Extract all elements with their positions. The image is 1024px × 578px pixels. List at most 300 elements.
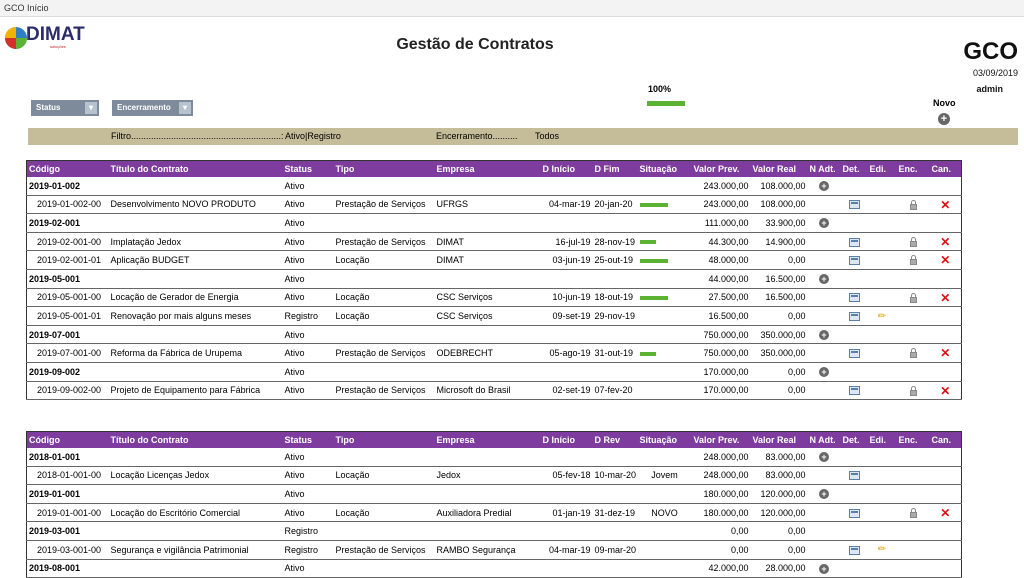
empty-cell	[638, 362, 692, 381]
contract-code: 2019-07-001-00	[27, 344, 109, 363]
progress-bar	[647, 101, 685, 106]
start-date: 04-mar-19	[541, 195, 593, 214]
status-filter-dropdown[interactable]	[31, 100, 99, 116]
contract-status: Registro	[283, 522, 334, 541]
situacao-cell	[638, 288, 692, 307]
contract-company: CSC Serviços	[435, 288, 541, 307]
situacao-cell	[638, 466, 692, 485]
add-contract-button[interactable]: +	[938, 113, 950, 125]
empty-cell	[841, 485, 868, 504]
contract-status: Ativo	[283, 325, 334, 344]
contract-status: Registro	[283, 540, 334, 559]
column-header[interactable]: Valor Real	[751, 432, 808, 449]
aditivo-cell	[808, 288, 841, 307]
start-date: 04-mar-19	[541, 540, 593, 559]
aditivo-cell	[808, 522, 841, 541]
details-cell	[841, 288, 868, 307]
contract-group-row[interactable]	[27, 214, 962, 233]
filtro-label: Filtro............................................................:	[111, 131, 284, 141]
contract-status: Registro	[283, 307, 334, 326]
situacao-progress-bar	[640, 352, 657, 356]
contract-code: 2019-03-001-00	[27, 540, 109, 559]
empty-cell	[930, 214, 962, 233]
close-contract-cell	[897, 540, 930, 559]
empty-cell	[841, 325, 868, 344]
contract-title	[109, 485, 283, 504]
end-date: 07-fev-20	[593, 381, 638, 400]
column-header[interactable]: Tipo	[334, 432, 435, 449]
edit-cell	[868, 251, 897, 270]
details-icon[interactable]	[849, 349, 860, 358]
column-header[interactable]: Valor Prev.	[692, 161, 751, 178]
situacao-cell	[638, 195, 692, 214]
valor-previsto: 111.000,00	[692, 214, 751, 233]
empty-cell	[334, 485, 435, 504]
cancel-cell	[930, 195, 962, 214]
details-cell	[841, 232, 868, 251]
situacao-progress-bar	[640, 240, 657, 244]
aditivo-cell	[808, 307, 841, 326]
empty-cell	[868, 177, 897, 195]
aditivo-cell	[808, 503, 841, 522]
empty-cell	[897, 559, 930, 578]
add-aditivo-icon[interactable]: +	[819, 564, 829, 574]
contract-company: RAMBO Segurança	[435, 540, 541, 559]
aditivo-cell	[808, 485, 841, 504]
start-date: 01-jan-19	[541, 503, 593, 522]
progress-label: 100%	[648, 84, 672, 94]
column-header[interactable]: D Rev	[593, 432, 638, 449]
empty-cell	[930, 522, 962, 541]
contract-code: 2019-02-001	[27, 214, 109, 233]
close-contract-cell	[897, 381, 930, 400]
contract-code: 2019-01-002-00	[27, 195, 109, 214]
valor-real: 0,00	[751, 307, 808, 326]
contract-type: Prestação de Serviços	[334, 195, 435, 214]
contract-status: Ativo	[283, 177, 334, 195]
contract-company: DIMAT	[435, 251, 541, 270]
details-icon[interactable]	[849, 509, 860, 518]
empty-cell	[841, 269, 868, 288]
contract-type: Prestação de Serviços	[334, 232, 435, 251]
cancel-icon[interactable]: ✕	[940, 197, 951, 212]
encerramento-filter-dropdown[interactable]	[112, 100, 193, 116]
contract-row[interactable]	[27, 251, 962, 270]
contract-code: 2019-02-001-00	[27, 232, 109, 251]
contract-title: Desenvolvimento NOVO PRODUTO	[109, 195, 283, 214]
aditivo-cell	[808, 448, 841, 466]
edit-cell	[868, 540, 897, 559]
column-header[interactable]: Título do Contrato	[109, 432, 283, 449]
details-icon[interactable]	[849, 200, 860, 209]
close-contract-cell	[897, 288, 930, 307]
contract-code: 2018-01-001-00	[27, 466, 109, 485]
close-contract-cell	[897, 503, 930, 522]
column-header[interactable]: Código	[27, 161, 109, 178]
empty-cell	[868, 214, 897, 233]
empty-cell	[897, 269, 930, 288]
valor-real: 0,00	[751, 522, 808, 541]
chevron-down-icon: ▾	[85, 102, 97, 114]
valor-previsto: 248.000,00	[692, 466, 751, 485]
contract-group-row[interactable]	[27, 269, 962, 288]
contract-row[interactable]	[27, 466, 962, 485]
globe-icon	[4, 26, 28, 50]
valor-previsto: 27.500,00	[692, 288, 751, 307]
end-date: 28-nov-19	[593, 232, 638, 251]
valor-previsto: 750.000,00	[692, 325, 751, 344]
valor-previsto: 170.000,00	[692, 381, 751, 400]
details-icon[interactable]	[849, 471, 860, 480]
details-icon[interactable]	[849, 238, 860, 247]
progress-fill	[647, 101, 685, 106]
user-name[interactable]: admin	[976, 84, 1003, 94]
contract-title	[109, 559, 283, 578]
column-header[interactable]: D Início	[541, 161, 593, 178]
details-icon[interactable]	[849, 256, 860, 265]
empty-cell	[435, 448, 541, 466]
column-header[interactable]: Título do Contrato	[109, 161, 283, 178]
empty-cell	[541, 448, 593, 466]
contract-group-row[interactable]	[27, 522, 962, 541]
contract-row[interactable]	[27, 232, 962, 251]
contract-company: ODEBRECHT	[435, 344, 541, 363]
contract-code: 2019-09-002	[27, 362, 109, 381]
empty-cell	[841, 448, 868, 466]
start-date: 09-set-19	[541, 307, 593, 326]
empty-cell	[897, 522, 930, 541]
valor-previsto: 243.000,00	[692, 195, 751, 214]
add-aditivo-icon[interactable]: +	[819, 489, 829, 499]
end-date: 25-out-19	[593, 251, 638, 270]
situacao-progress-bar	[640, 296, 668, 300]
contract-status: Ativo	[283, 251, 334, 270]
lock-icon[interactable]	[909, 293, 918, 303]
lock-icon[interactable]	[909, 255, 918, 265]
contract-group-row[interactable]	[27, 177, 962, 195]
situacao-cell	[638, 251, 692, 270]
empty-cell	[541, 362, 593, 381]
cancel-cell	[930, 232, 962, 251]
cancel-icon[interactable]: ✕	[940, 346, 951, 361]
situacao-progress-bar	[640, 203, 668, 207]
pencil-icon[interactable]: ✏	[877, 544, 887, 556]
valor-previsto: 42.000,00	[692, 559, 751, 578]
add-aditivo-icon[interactable]: +	[819, 330, 829, 340]
contract-code: 2019-02-001-01	[27, 251, 109, 270]
close-contract-cell	[897, 344, 930, 363]
situacao-cell	[638, 307, 692, 326]
column-header[interactable]: D Fim	[593, 161, 638, 178]
contract-type: Locação	[334, 503, 435, 522]
contract-title	[109, 448, 283, 466]
empty-cell	[868, 448, 897, 466]
empty-cell	[435, 177, 541, 195]
end-date: 09-mar-20	[593, 540, 638, 559]
empty-cell	[593, 362, 638, 381]
details-cell	[841, 503, 868, 522]
column-header[interactable]: Situação	[638, 432, 692, 449]
contract-type: Locação	[334, 288, 435, 307]
contract-status: Ativo	[283, 466, 334, 485]
empty-cell	[334, 325, 435, 344]
contract-group-row[interactable]	[27, 448, 962, 466]
logo-text: DIMAT	[26, 24, 85, 45]
contract-title	[109, 269, 283, 288]
contract-title: Projeto de Equipamento para Fábrica	[109, 381, 283, 400]
contract-company: Auxiliadora Predial	[435, 503, 541, 522]
contract-group-row[interactable]	[27, 362, 962, 381]
contract-group-row[interactable]	[27, 325, 962, 344]
column-header[interactable]: Status	[283, 432, 334, 449]
empty-cell	[435, 325, 541, 344]
valor-previsto: 750.000,00	[692, 344, 751, 363]
cancel-icon[interactable]: ✕	[940, 253, 951, 268]
valor-real: 120.000,00	[751, 485, 808, 504]
empty-cell	[897, 448, 930, 466]
cancel-cell	[930, 288, 962, 307]
column-header[interactable]: Status	[283, 161, 334, 178]
empty-cell	[868, 325, 897, 344]
contract-group-row[interactable]	[27, 559, 962, 578]
filtro-value: Ativo|Registro	[285, 131, 341, 141]
valor-real: 120.000,00	[751, 503, 808, 522]
contract-title: Segurança e vigilância Patrimonial	[109, 540, 283, 559]
empty-cell	[541, 325, 593, 344]
column-header[interactable]: Can.	[930, 161, 962, 178]
column-header[interactable]: Empresa	[435, 161, 541, 178]
empty-cell	[897, 177, 930, 195]
column-header[interactable]: Det.	[841, 161, 868, 178]
empty-cell	[930, 559, 962, 578]
edit-cell	[868, 344, 897, 363]
column-header[interactable]: Empresa	[435, 432, 541, 449]
empty-cell	[541, 485, 593, 504]
empty-cell	[435, 269, 541, 288]
cancel-cell	[930, 251, 962, 270]
end-date: 29-nov-19	[593, 307, 638, 326]
empty-cell	[930, 448, 962, 466]
valor-real: 28.000,00	[751, 559, 808, 578]
start-date: 05-ago-19	[541, 344, 593, 363]
column-header[interactable]: Valor Prev.	[692, 432, 751, 449]
aditivo-cell	[808, 232, 841, 251]
empty-cell	[593, 448, 638, 466]
empty-cell	[334, 559, 435, 578]
empty-cell	[897, 325, 930, 344]
logo-subtext: soluções	[50, 44, 66, 49]
close-contract-cell	[897, 195, 930, 214]
close-contract-cell	[897, 307, 930, 326]
contract-title	[109, 214, 283, 233]
empty-cell	[930, 362, 962, 381]
contract-title	[109, 362, 283, 381]
valor-real: 0,00	[751, 362, 808, 381]
column-header[interactable]: Edi.	[868, 161, 897, 178]
add-aditivo-icon[interactable]: +	[819, 452, 829, 462]
empty-cell	[638, 485, 692, 504]
contract-title: Locação de Gerador de Energia	[109, 288, 283, 307]
column-header[interactable]: N Adt.	[808, 161, 841, 178]
cancel-icon[interactable]: ✕	[940, 383, 951, 398]
cancel-cell	[930, 540, 962, 559]
cancel-cell	[930, 344, 962, 363]
details-cell	[841, 344, 868, 363]
current-date: 03/09/2019	[972, 68, 1018, 78]
situacao-cell	[638, 540, 692, 559]
aditivo-cell	[808, 344, 841, 363]
contract-row[interactable]	[27, 381, 962, 400]
window-title: GCO Início	[0, 0, 1024, 17]
edit-cell	[868, 232, 897, 251]
contract-code: 2019-01-002	[27, 177, 109, 195]
cancel-icon[interactable]: ✕	[940, 505, 951, 520]
close-contract-cell	[897, 232, 930, 251]
empty-cell	[435, 485, 541, 504]
contract-company: Microsoft do Brasil	[435, 381, 541, 400]
valor-real: 0,00	[751, 251, 808, 270]
contract-row[interactable]	[27, 307, 962, 326]
valor-real: 83.000,00	[751, 466, 808, 485]
empty-cell	[541, 522, 593, 541]
aditivo-cell	[808, 466, 841, 485]
aditivo-cell	[808, 540, 841, 559]
contract-title: Locação Licenças Jedox	[109, 466, 283, 485]
details-icon[interactable]	[849, 386, 860, 395]
valor-previsto: 0,00	[692, 540, 751, 559]
novo-label: Novo	[933, 98, 956, 108]
column-header[interactable]: Tipo	[334, 161, 435, 178]
filter-summary-bar	[28, 128, 1018, 145]
details-icon[interactable]	[849, 293, 860, 302]
empty-cell	[435, 559, 541, 578]
empty-cell	[841, 362, 868, 381]
column-header[interactable]: N Adt.	[808, 432, 841, 449]
encerramento-filter-label: Encerramento	[117, 103, 171, 112]
details-icon[interactable]	[849, 312, 860, 321]
lock-icon[interactable]	[909, 508, 918, 518]
column-header[interactable]: Edi.	[868, 432, 897, 449]
column-header[interactable]: Enc.	[897, 161, 930, 178]
lock-icon[interactable]	[909, 237, 918, 247]
end-date: 10-mar-20	[593, 466, 638, 485]
contracts-table-leasing	[26, 431, 962, 578]
valor-real: 16.500,00	[751, 269, 808, 288]
contract-status: Ativo	[283, 503, 334, 522]
contract-code: 2019-03-001	[27, 522, 109, 541]
pencil-icon[interactable]: ✏	[877, 310, 887, 322]
empty-cell	[638, 214, 692, 233]
contract-title: Implatação Jedox	[109, 232, 283, 251]
empty-cell	[593, 559, 638, 578]
contract-row[interactable]	[27, 288, 962, 307]
column-header[interactable]: Situação	[638, 161, 692, 178]
add-aditivo-icon[interactable]: +	[819, 218, 829, 228]
edit-cell	[868, 288, 897, 307]
contract-type: Locação	[334, 307, 435, 326]
empty-cell	[593, 177, 638, 195]
empty-cell	[897, 362, 930, 381]
aditivo-cell	[808, 251, 841, 270]
valor-real: 0,00	[751, 381, 808, 400]
cancel-cell	[930, 503, 962, 522]
empty-cell	[930, 485, 962, 504]
empty-cell	[541, 177, 593, 195]
contract-status: Ativo	[283, 448, 334, 466]
column-header[interactable]: Valor Real	[751, 161, 808, 178]
details-cell	[841, 307, 868, 326]
contract-code: 2019-09-002-00	[27, 381, 109, 400]
empty-cell	[638, 325, 692, 344]
column-header[interactable]: Det.	[841, 432, 868, 449]
empty-cell	[334, 214, 435, 233]
column-header[interactable]: Enc.	[897, 432, 930, 449]
contract-type: Locação	[334, 466, 435, 485]
contract-title: Aplicação BUDGET	[109, 251, 283, 270]
empty-cell	[334, 177, 435, 195]
column-header[interactable]: Código	[27, 432, 109, 449]
edit-cell	[868, 466, 897, 485]
column-header[interactable]: D Início	[541, 432, 593, 449]
contract-status: Ativo	[283, 214, 334, 233]
valor-previsto: 0,00	[692, 522, 751, 541]
situacao-cell	[638, 381, 692, 400]
end-date: 20-jan-20	[593, 195, 638, 214]
contract-row[interactable]	[27, 503, 962, 522]
cancel-cell	[930, 307, 962, 326]
contract-status: Ativo	[283, 269, 334, 288]
contract-code: 2019-01-001	[27, 485, 109, 504]
valor-real: 0,00	[751, 540, 808, 559]
valor-real: 108.000,00	[751, 177, 808, 195]
contract-company: UFRGS	[435, 195, 541, 214]
valor-previsto: 48.000,00	[692, 251, 751, 270]
edit-cell	[868, 195, 897, 214]
contract-row[interactable]	[27, 195, 962, 214]
start-date: 10-jun-19	[541, 288, 593, 307]
start-date: 03-jun-19	[541, 251, 593, 270]
empty-cell	[930, 177, 962, 195]
column-header[interactable]: Can.	[930, 432, 962, 449]
cancel-icon[interactable]: ✕	[940, 290, 951, 305]
contract-code: 2019-07-001	[27, 325, 109, 344]
contract-row[interactable]	[27, 540, 962, 559]
valor-previsto: 180.000,00	[692, 485, 751, 504]
add-aditivo-icon[interactable]: +	[819, 367, 829, 377]
lock-icon[interactable]	[909, 200, 918, 210]
empty-cell	[897, 214, 930, 233]
cancel-icon[interactable]: ✕	[940, 234, 951, 249]
contract-status: Ativo	[283, 288, 334, 307]
lock-icon[interactable]	[909, 386, 918, 396]
contract-group-row[interactable]	[27, 485, 962, 504]
empty-cell	[334, 362, 435, 381]
details-icon[interactable]	[849, 546, 860, 555]
empty-cell	[334, 522, 435, 541]
empty-cell	[638, 177, 692, 195]
empty-cell	[593, 325, 638, 344]
contract-code: 2019-01-001-00	[27, 503, 109, 522]
add-aditivo-icon[interactable]: +	[819, 181, 829, 191]
lock-icon[interactable]	[909, 348, 918, 358]
empty-cell	[868, 559, 897, 578]
valor-real: 33.900,00	[751, 214, 808, 233]
contract-row[interactable]	[27, 344, 962, 363]
add-aditivo-icon[interactable]: +	[819, 274, 829, 284]
status-filter-label: Status	[36, 103, 61, 112]
empty-cell	[841, 214, 868, 233]
situacao-progress-bar	[640, 259, 668, 263]
